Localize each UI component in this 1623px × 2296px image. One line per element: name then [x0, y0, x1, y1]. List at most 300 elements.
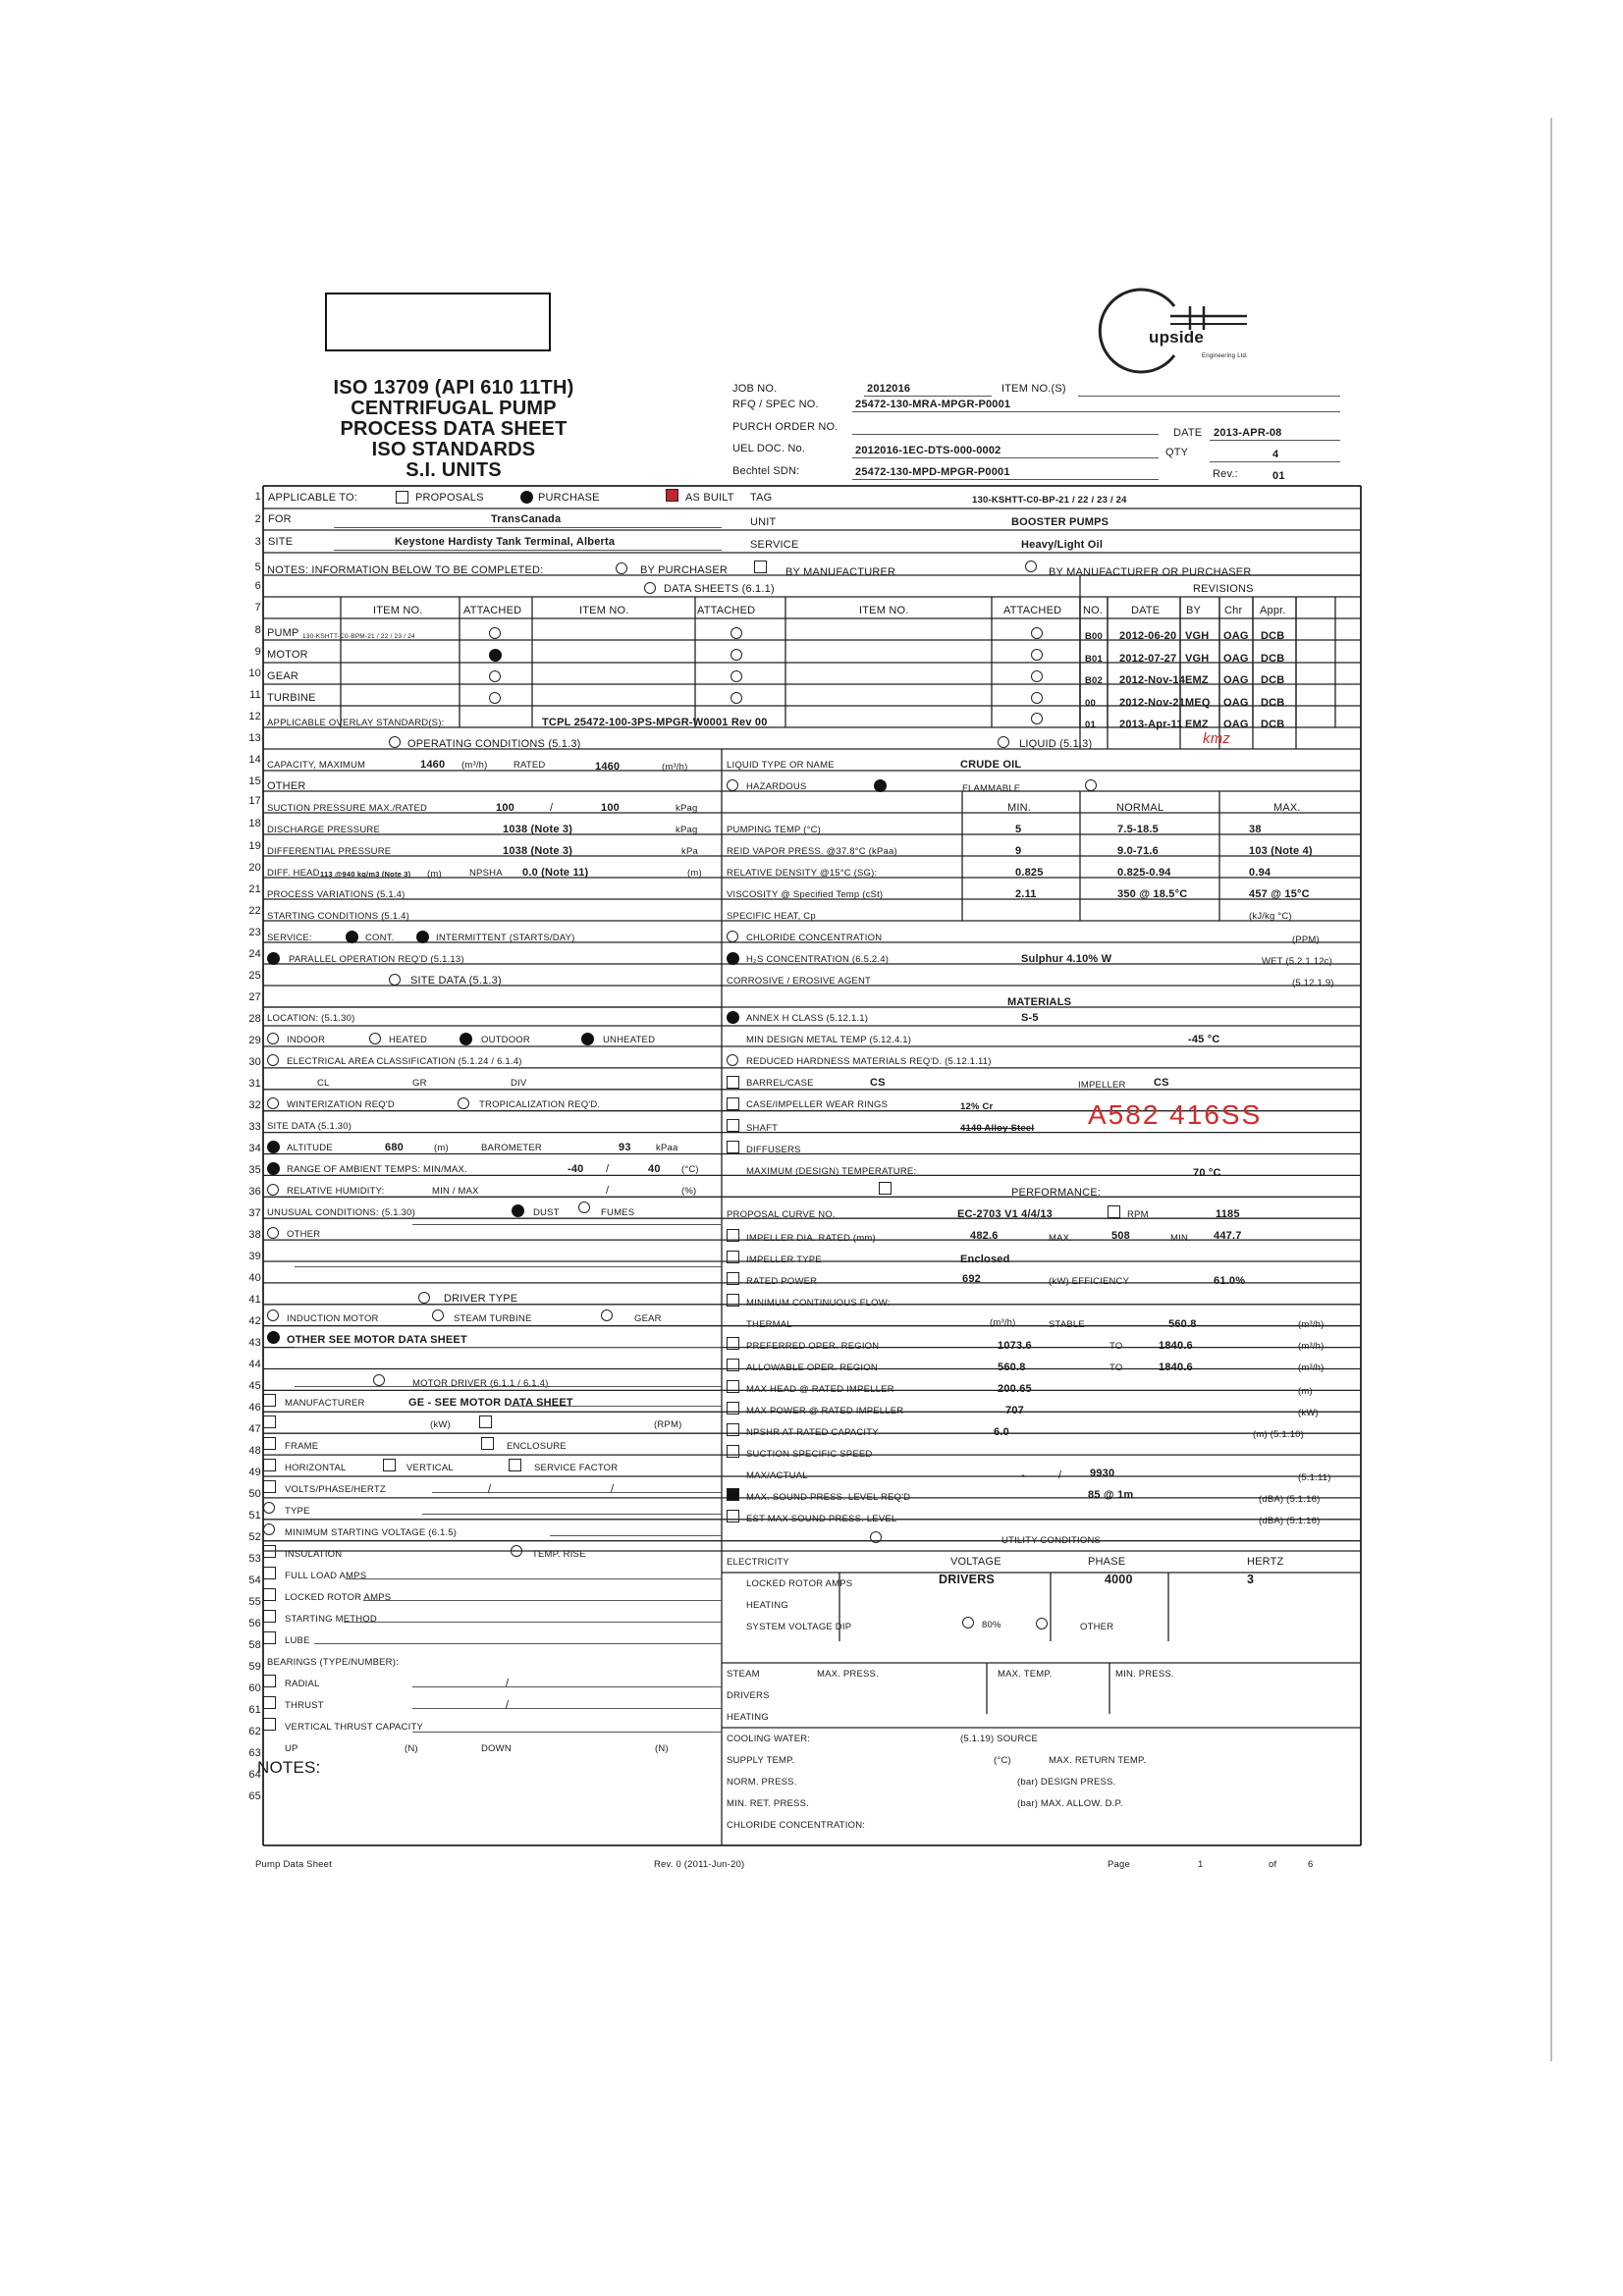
rfq-label: RFQ / SPEC NO. — [732, 399, 819, 410]
intermittent-label: INTERMITTENT (STARTS/DAY) — [436, 933, 575, 943]
job-no-label: JOB NO. — [732, 383, 778, 395]
fill-in-underline — [412, 1708, 722, 1709]
fill-in-underline — [295, 1266, 722, 1267]
electrical-radio[interactable] — [267, 1054, 279, 1066]
annex-h-label: ANNEX H CLASS (5.12.1.1) — [746, 1013, 869, 1024]
npshr-value: 6.0 — [994, 1426, 1009, 1438]
cooling-water-label: COOLING WATER: — [727, 1734, 811, 1744]
attached-radio[interactable] — [489, 627, 501, 639]
manufacturer-checkbox[interactable] — [263, 1394, 276, 1407]
to-label: TO — [1109, 1341, 1123, 1352]
min-starting-voltage-label: MINIMUM STARTING VOLTAGE (6.1.5) — [285, 1527, 458, 1538]
rev-chr: OAG — [1223, 652, 1249, 665]
applicable-to-label: APPLICABLE TO: — [268, 492, 358, 504]
max-label: MAX. — [1273, 802, 1301, 814]
line-number: 29 — [248, 1035, 261, 1046]
vertical-checkbox[interactable] — [383, 1459, 396, 1471]
liquid-radio[interactable] — [998, 736, 1009, 748]
unusual-conditions-label: UNUSUAL CONDITIONS: (5.1.30) — [267, 1207, 415, 1218]
rev-by: EMZ — [1185, 719, 1209, 730]
efficiency-value: 61.0% — [1214, 1275, 1246, 1287]
job-no-value: 2012016 — [867, 383, 911, 395]
npshr-unit: (m) (5.1.10) — [1253, 1429, 1305, 1440]
flammable-radio[interactable] — [1085, 779, 1097, 791]
as-built-checkbox[interactable] — [666, 489, 678, 502]
redacted-box — [325, 293, 551, 351]
rev-no: B00 — [1085, 631, 1104, 642]
induction-motor-radio[interactable] — [267, 1309, 279, 1321]
locked-rotor-checkbox[interactable] — [263, 1588, 276, 1601]
footer-of: of — [1269, 1859, 1277, 1870]
c-unit: (°C) — [994, 1755, 1011, 1766]
liquid-normal-value: 0.825-0.94 — [1117, 867, 1171, 879]
other-label: OTHER — [287, 1229, 321, 1240]
attached-radio[interactable] — [1031, 649, 1043, 661]
full-load-checkbox[interactable] — [263, 1567, 276, 1579]
fill-in-underline — [422, 1514, 722, 1515]
diffusers-label: DIFFUSERS — [746, 1145, 801, 1155]
est-sound-label: EST MAX SOUND PRESS. LEVEL — [746, 1514, 897, 1524]
equipment-label: MOTOR — [267, 649, 308, 661]
fill-in-underline — [550, 1535, 722, 1536]
hazardous-radio[interactable] — [727, 779, 738, 791]
heating-label: HEATING — [727, 1712, 769, 1723]
unheated-radio[interactable] — [581, 1033, 594, 1045]
type-label: TYPE — [285, 1506, 310, 1517]
driver-type-label: DRIVER TYPE — [444, 1293, 518, 1305]
line-number: 35 — [248, 1164, 261, 1176]
cont-radio[interactable] — [346, 931, 358, 943]
revisions-label: REVISIONS — [1193, 583, 1254, 595]
fill-in-underline — [334, 527, 722, 528]
line-number: 45 — [248, 1380, 261, 1392]
manufacturer-label: MANUFACTURER — [285, 1398, 365, 1409]
induction-motor-label: INDUCTION MOTOR — [287, 1313, 379, 1324]
line-number: 25 — [248, 970, 261, 982]
line-number: 55 — [248, 1596, 261, 1608]
qty-value: 4 — [1272, 449, 1279, 460]
site-label: SITE — [268, 536, 294, 548]
barometer-label: BAROMETER — [481, 1143, 542, 1153]
normal-label: NORMAL — [1116, 802, 1164, 814]
line-number: 33 — [248, 1121, 261, 1133]
equipment-label: PUMP — [267, 627, 299, 639]
line-number: 53 — [248, 1553, 261, 1565]
npshr-label: NPSHR AT RATED CAPACITY — [746, 1427, 879, 1438]
service-label: SERVICE: — [267, 933, 312, 943]
impeller-dia-min: 447.7 — [1214, 1230, 1242, 1242]
line-number: 22 — [248, 905, 261, 917]
power-checkbox[interactable] — [263, 1415, 276, 1428]
slash: / — [606, 1185, 610, 1197]
steam-label: STEAM — [727, 1669, 760, 1680]
fill-in-underline — [295, 1347, 722, 1348]
capacity-unit: (m³/h) — [461, 760, 488, 771]
table-header: ITEM NO. — [859, 605, 909, 616]
suction-speed-checkbox[interactable] — [727, 1445, 739, 1458]
rpm-checkbox[interactable] — [1108, 1205, 1120, 1218]
purchase-radio[interactable] — [520, 491, 533, 504]
uel-doc-value: 2012016-1EC-DTS-000-0002 — [855, 445, 1001, 456]
line-number: 11 — [249, 689, 261, 701]
proposals-label: PROPOSALS — [415, 492, 484, 504]
other-radio[interactable] — [1036, 1618, 1048, 1629]
type-radio[interactable] — [263, 1502, 275, 1514]
lube-checkbox[interactable] — [263, 1631, 276, 1644]
by-mfr-or-purchaser-radio[interactable] — [1025, 561, 1037, 572]
est-sound-checkbox[interactable] — [727, 1510, 739, 1522]
annex-h-value: S-5 — [1021, 1012, 1039, 1024]
temp-rise-label: TEMP. RISE — [532, 1549, 586, 1560]
voltage-label: VOLTAGE — [950, 1556, 1001, 1568]
line-number: 28 — [248, 1013, 261, 1025]
ambient-radio[interactable] — [267, 1162, 280, 1175]
indoor-radio[interactable] — [267, 1033, 279, 1044]
overlay-value: TCPL 25472-100-3PS-MPGR-W0001 Rev 00 — [542, 717, 768, 728]
percent-unit: (%) — [681, 1186, 697, 1197]
impeller-type-checkbox[interactable] — [727, 1251, 739, 1263]
rev-by: VGH — [1185, 652, 1210, 665]
footer-center: Rev. 0 (2011-Jun-20) — [654, 1859, 745, 1870]
h2s-value: Sulphur 4.10% W — [1021, 953, 1112, 965]
proposals-checkbox[interactable] — [396, 491, 408, 504]
source-label: (5.1.19) SOURCE — [960, 1734, 1039, 1744]
attached-radio[interactable] — [730, 627, 742, 639]
notes-info-label: NOTES: INFORMATION BELOW TO BE COMPLETED: — [267, 564, 544, 576]
table-header: BY — [1186, 605, 1202, 616]
starting-method-checkbox[interactable] — [263, 1610, 276, 1623]
data-sheets-radio[interactable] — [644, 582, 656, 594]
drivers-label: DRIVERS — [727, 1690, 770, 1701]
wet-label: WET (5.2.1.12c) — [1262, 956, 1332, 967]
preferred-region-checkbox[interactable] — [727, 1337, 739, 1350]
line-number: 14 — [248, 754, 261, 766]
fill-in-underline — [1078, 396, 1340, 397]
drivers-label: LOCKED ROTOR AMPS — [746, 1578, 853, 1589]
fill-in-underline — [363, 1600, 722, 1601]
h2s-radio[interactable] — [727, 952, 739, 965]
utility-label: UTILITY CONDITIONS — [1001, 1535, 1102, 1546]
other-label: OTHER — [1080, 1622, 1114, 1632]
line-number: 61 — [248, 1704, 261, 1716]
liquid-row-label: PUMPING TEMP (°C) — [727, 825, 822, 835]
line-number: 5 — [254, 561, 261, 573]
attached-radio[interactable] — [730, 692, 742, 704]
altitude-radio[interactable] — [267, 1141, 280, 1153]
liquid-max-value: 0.94 — [1249, 867, 1271, 879]
shaft-checkbox[interactable] — [727, 1119, 739, 1132]
thrust-label: THRUST — [285, 1700, 324, 1711]
attached-radio[interactable] — [730, 649, 742, 661]
line-number: 10 — [248, 667, 261, 679]
line-number: 1 — [254, 491, 261, 503]
overlay-label: APPLICABLE OVERLAY STANDARD(S): — [267, 718, 445, 728]
other-label: OTHER — [267, 780, 306, 792]
line-number: 8 — [254, 624, 261, 636]
horizontal-label: HORIZONTAL — [285, 1463, 347, 1473]
manufacturer-value: GE - SEE MOTOR DATA SHEET — [408, 1397, 573, 1409]
min-flow-label: MINIMUM CONTINUOUS FLOW: — [746, 1298, 891, 1308]
line-number: 54 — [248, 1575, 261, 1586]
min-max-label: MIN / MAX — [432, 1186, 479, 1197]
stable-label: STABLE — [1049, 1319, 1085, 1330]
rev-by: EMZ — [1185, 674, 1209, 686]
insulation-checkbox[interactable] — [263, 1545, 276, 1558]
line-number: 63 — [248, 1747, 261, 1759]
rev-chr: OAG — [1223, 719, 1249, 730]
volts-checkbox[interactable] — [263, 1480, 276, 1493]
attached-radio[interactable] — [730, 670, 742, 682]
annex-h-radio[interactable] — [727, 1011, 739, 1024]
reduced-hardness-label: REDUCED HARDNESS MATERIALS REQ'D. (5.12.1.11) — [746, 1056, 992, 1067]
table-header: Chr — [1224, 605, 1243, 616]
npshr-checkbox[interactable] — [727, 1423, 739, 1436]
performance-label: PERFORMANCE: — [1011, 1187, 1102, 1199]
intermittent-radio[interactable] — [416, 931, 429, 943]
allowable-region-checkbox[interactable] — [727, 1359, 739, 1371]
diff-head-label: DIFF. HEAD — [267, 868, 320, 879]
performance-checkbox[interactable] — [879, 1182, 892, 1195]
unit-label: UNIT — [750, 516, 777, 528]
site-data-radio[interactable] — [389, 974, 401, 986]
line-number: 32 — [248, 1099, 261, 1111]
barrel-value: CS — [870, 1077, 886, 1089]
altitude-label: ALTITUDE — [287, 1143, 333, 1153]
chloride-radio[interactable] — [727, 931, 738, 942]
min-starting-voltage-radio[interactable] — [263, 1523, 275, 1535]
fill-in-underline — [432, 1492, 722, 1493]
line-number: 42 — [248, 1315, 261, 1327]
efficiency-label: (kW) EFFICIENCY — [1049, 1276, 1130, 1287]
altitude-value: 680 — [385, 1142, 404, 1153]
operating-conditions-label: OPERATING CONDITIONS (5.1.3) — [407, 738, 581, 750]
utility-radio[interactable] — [870, 1531, 882, 1543]
slash: / — [550, 802, 554, 814]
line-number: 31 — [248, 1078, 261, 1090]
fill-in-underline — [511, 1406, 722, 1407]
service-factor-checkbox[interactable] — [509, 1459, 521, 1471]
rev-label: Rev.: — [1213, 468, 1238, 480]
parallel-radio[interactable] — [267, 952, 280, 965]
horizontal-checkbox[interactable] — [263, 1459, 276, 1471]
max-power-value: 707 — [1005, 1405, 1024, 1416]
max-sound-value: 85 @ 1m — [1088, 1489, 1134, 1501]
fill-in-underline — [864, 396, 992, 397]
npsha-value: 0.0 (Note 11) — [522, 867, 589, 879]
liquid-normal-value: 7.5-18.5 — [1117, 824, 1159, 835]
insulation-label: INSULATION — [285, 1549, 343, 1560]
rev-date: 2013-Apr-11 — [1119, 719, 1183, 730]
rev-no: 01 — [1085, 720, 1096, 730]
liquid-max-value: 38 — [1249, 824, 1262, 835]
diffusers-checkbox[interactable] — [727, 1141, 739, 1153]
tropicalization-radio[interactable] — [458, 1097, 469, 1109]
m-unit: (m) — [687, 868, 702, 879]
footer-left: Pump Data Sheet — [255, 1859, 332, 1870]
bechtel-value: 25472-130-MPD-MPGR-P0001 — [855, 466, 1010, 478]
max-sound-checkbox[interactable] — [727, 1488, 739, 1501]
attached-radio[interactable] — [489, 692, 501, 704]
suction-rated-value: 100 — [601, 802, 620, 814]
m-unit: (m) — [434, 1143, 449, 1153]
div-label: DIV — [511, 1078, 527, 1089]
impeller-label: IMPELLER — [1078, 1080, 1126, 1091]
line-number: 39 — [248, 1251, 261, 1262]
attached-radio[interactable] — [1031, 627, 1043, 639]
table-header: NO. — [1083, 605, 1104, 616]
max-actual-label: MAX/ACTUAL — [746, 1470, 808, 1481]
overlay-radio[interactable] — [1031, 713, 1043, 724]
barometer-value: 93 — [619, 1142, 631, 1153]
preferred-min: 1073.6 — [998, 1340, 1032, 1352]
gear-label: GEAR — [634, 1313, 662, 1324]
service-label: SERVICE — [750, 539, 799, 551]
site-data-label: SITE DATA (5.1.3) — [410, 975, 502, 987]
min-design-metal-label: MIN DESIGN METAL TEMP (5.12.4.1) — [746, 1035, 912, 1045]
other-driver-radio[interactable] — [267, 1331, 280, 1344]
line-number: 3 — [254, 536, 261, 548]
slash: / — [506, 1699, 510, 1711]
humidity-radio[interactable] — [267, 1184, 279, 1196]
liquid-normal-value: 350 @ 18.5°C — [1117, 888, 1188, 900]
starting-conditions-label: STARTING CONDITIONS (5.1.4) — [267, 911, 409, 922]
rev-no: B01 — [1085, 653, 1104, 665]
logo-text: upside — [1149, 328, 1204, 347]
title-line: S.I. UNITS — [406, 459, 502, 481]
table-header: ITEM NO. — [579, 605, 629, 616]
impeller-value: CS — [1154, 1077, 1169, 1089]
barrel-checkbox[interactable] — [727, 1076, 739, 1089]
kpa-unit: kPa — [681, 846, 698, 857]
rated-power-checkbox[interactable] — [727, 1272, 739, 1285]
hazardous-dot[interactable] — [874, 779, 887, 792]
as-built-label: AS BUILT — [685, 492, 734, 504]
attached-radio[interactable] — [489, 649, 502, 662]
heated-label: HEATED — [389, 1035, 428, 1045]
by-purchaser-radio[interactable] — [616, 562, 627, 574]
rev-appr: DCB — [1261, 630, 1285, 642]
other-radio[interactable] — [267, 1227, 279, 1239]
attached-radio[interactable] — [1031, 692, 1043, 704]
outdoor-radio[interactable] — [460, 1033, 472, 1045]
max-head-checkbox[interactable] — [727, 1380, 739, 1393]
reduced-hardness-radio[interactable] — [727, 1054, 738, 1066]
80-percent-label: 80% — [982, 1620, 1001, 1630]
frame-checkbox[interactable] — [263, 1437, 276, 1450]
h2s-label: H₂S CONCENTRATION (6.5.2.4) — [746, 954, 890, 965]
kw-unit: (kW) — [430, 1419, 451, 1430]
fill-in-underline — [344, 1622, 722, 1623]
shaft-struck-value: 4140 Alloy Steel — [960, 1123, 1035, 1134]
fumes-radio[interactable] — [578, 1201, 590, 1213]
outdoor-label: OUTDOOR — [481, 1035, 530, 1045]
line-number: 48 — [248, 1445, 261, 1457]
attached-radio[interactable] — [489, 670, 501, 682]
qty-label: QTY — [1165, 447, 1189, 458]
uel-doc-label: UEL DOC. No. — [732, 443, 806, 454]
design-press-label: (bar) DESIGN PRESS. — [1017, 1777, 1116, 1788]
fill-in-underline — [1210, 461, 1340, 462]
line-number: 38 — [248, 1229, 261, 1241]
liquid-row-label: RELATIVE DENSITY @15°C (SG): — [727, 868, 878, 879]
vertical-thrust-label: VERTICAL THRUST CAPACITY — [285, 1722, 423, 1733]
line-number: 21 — [248, 883, 261, 895]
rated-label: RATED — [514, 760, 546, 771]
fill-in-underline — [412, 1732, 722, 1733]
heating-label: HEATING — [746, 1600, 788, 1611]
liquid-min-value: 9 — [1015, 845, 1022, 857]
wear-rings-checkbox[interactable] — [727, 1097, 739, 1110]
proposal-curve-value: EC-2703 V1 4/4/13 — [957, 1208, 1053, 1220]
vertical-thrust-checkbox[interactable] — [263, 1718, 276, 1731]
date-label: DATE — [1173, 427, 1203, 439]
line-number: 64 — [248, 1769, 261, 1781]
enclosure-checkbox[interactable] — [481, 1437, 494, 1450]
shaft-label: SHAFT — [746, 1123, 779, 1134]
driver-type-radio[interactable] — [418, 1292, 430, 1304]
slash: / — [506, 1678, 510, 1689]
phase-label: PHASE — [1088, 1556, 1126, 1568]
frame-label: FRAME — [285, 1441, 319, 1452]
m3h-unit: (m³/h) — [990, 1317, 1016, 1328]
impeller-type-label: IMPELLER TYPE — [746, 1255, 822, 1265]
min-flow-checkbox[interactable] — [727, 1294, 739, 1307]
title-line: ISO STANDARDS — [371, 439, 536, 460]
radial-checkbox[interactable] — [263, 1675, 276, 1687]
rated-power-label: RATED POWER — [746, 1276, 818, 1287]
ambient-label: RANGE OF AMBIENT TEMPS: MIN/MAX. — [287, 1164, 467, 1175]
rev-chr: OAG — [1223, 674, 1249, 686]
diff-head-value: 113 @940 kg/m3 (Note 3) — [320, 870, 411, 879]
gear-radio[interactable] — [601, 1309, 613, 1321]
title-line: PROCESS DATA SHEET — [340, 418, 568, 440]
for-value: TransCanada — [491, 513, 562, 525]
service-value: Heavy/Light Oil — [1021, 539, 1104, 551]
steam-turbine-radio[interactable] — [432, 1309, 444, 1321]
temp-rise-radio[interactable] — [511, 1545, 522, 1557]
dash: - — [1021, 1469, 1025, 1481]
motor-driver-radio[interactable] — [373, 1374, 385, 1386]
liquid-min-value: 5 — [1015, 824, 1022, 835]
rpm-checkbox[interactable] — [479, 1415, 492, 1428]
rev-chr: OAG — [1223, 696, 1249, 709]
winterization-radio[interactable] — [267, 1097, 279, 1109]
notes-label: NOTES: — [257, 1758, 321, 1777]
line-number: 36 — [248, 1186, 261, 1198]
thrust-checkbox[interactable] — [263, 1696, 276, 1709]
max-power-label: MAX POWER @ RATED IMPELLER — [746, 1406, 904, 1416]
fill-in-underline — [346, 1578, 722, 1579]
attached-radio[interactable] — [1031, 670, 1043, 682]
line-number: 13 — [248, 732, 261, 744]
rev-no: B02 — [1085, 675, 1104, 686]
max-power-checkbox[interactable] — [727, 1402, 739, 1415]
c-unit: (°C) — [681, 1164, 699, 1175]
slash: / — [606, 1163, 610, 1175]
80-percent-radio[interactable] — [962, 1617, 974, 1629]
up-label: UP — [285, 1743, 298, 1754]
rev-date: 2012-07-27 — [1119, 652, 1177, 665]
operating-conditions-radio[interactable] — [389, 736, 401, 748]
impeller-dia-checkbox[interactable] — [727, 1229, 739, 1242]
rpm-value: 1185 — [1216, 1208, 1240, 1220]
kpag-unit: kPag — [676, 803, 698, 814]
thermal-label: THERMAL — [746, 1319, 792, 1330]
by-manufacturer-checkbox[interactable] — [754, 561, 767, 573]
heated-radio[interactable] — [369, 1033, 381, 1044]
dust-radio[interactable] — [512, 1204, 524, 1217]
radial-label: RADIAL — [285, 1679, 320, 1689]
